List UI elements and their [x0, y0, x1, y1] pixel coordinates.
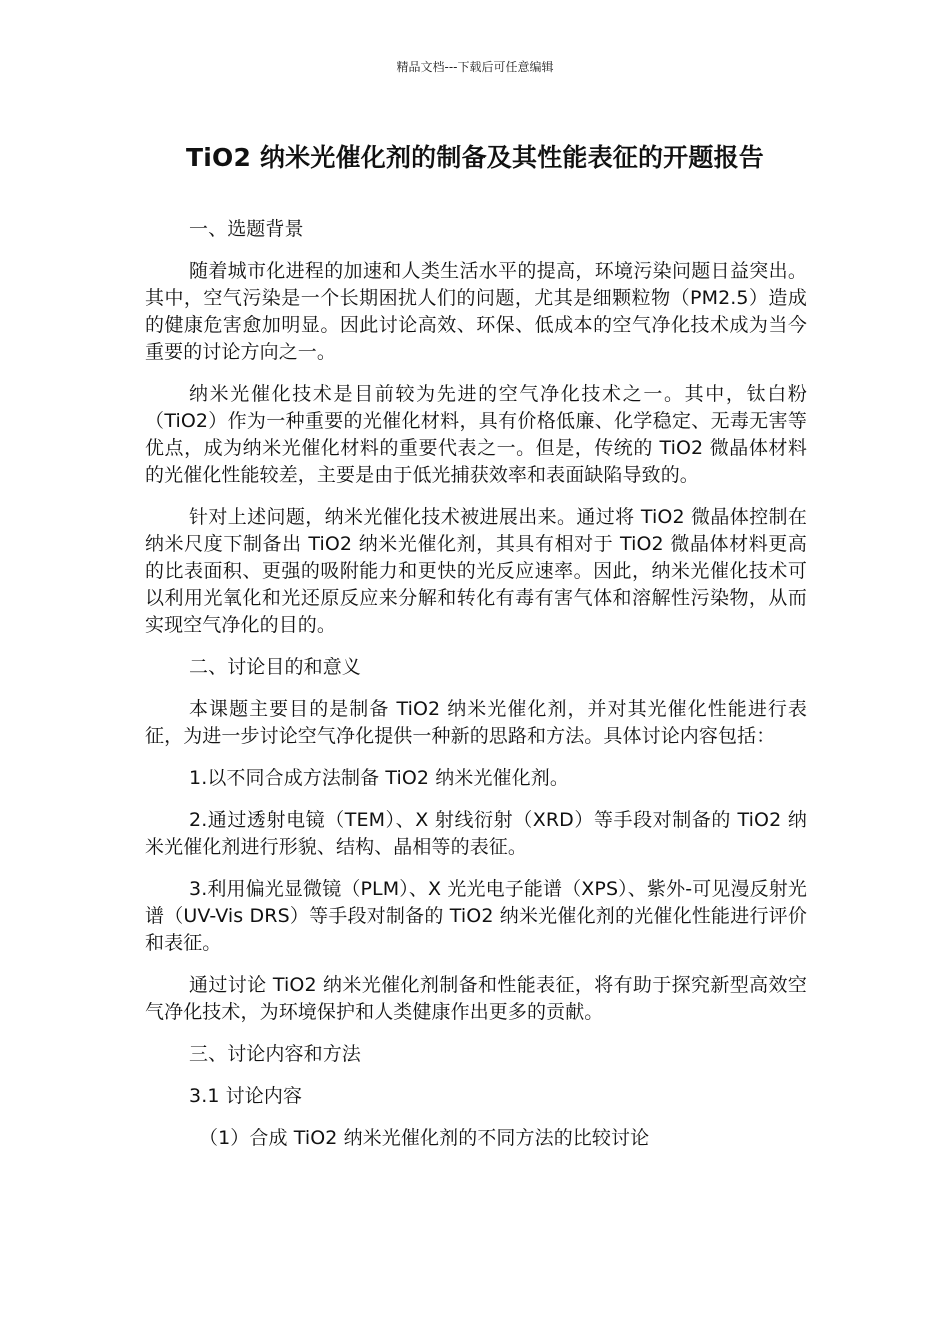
paragraph-significance: 通过讨论 TiO2 纳米光催化剂制备和性能表征，将有助于探究新型高效空气净化技术，为环境保护和人类健康作出更多的贡献。	[145, 974, 807, 1023]
sub-item-1: （1）合成 TiO2 纳米光催化剂的不同方法的比较讨论	[199, 1127, 650, 1149]
list-item-2: 2.通过透射电镜（TEM）、X 射线衍射（XRD）等手段对制备的 TiO2 纳米光催化剂进行形貌、结构、晶相等的表征。	[145, 809, 807, 858]
document-body	[145, 216, 807, 1152]
paragraph-background-2: 纳米光催化技术是目前较为先进的空气净化技术之一。其中，钛白粉（TiO2）作为一种重要的光催化材料，具有价格低廉、化学稳定、无毒无害等优点，成为纳米光催化材料的重要代表之一。但是，传统的 TiO2 微晶体材料的光催化性能较差，主要是由于低光捕获效率和表面缺陷导致的。	[145, 383, 807, 486]
list-item-1: 1.以不同合成方法制备 TiO2 纳米光催化剂。	[189, 767, 569, 789]
section-heading-purpose: 二、讨论目的和意义	[189, 656, 361, 678]
list-item-3: 3.利用偏光显微镜（PLM）、X 光光电子能谱（XPS）、紫外-可见漫反射光谱（UV-Vis DRS）等手段对制备的 TiO2 纳米光催化剂的光催化性能进行评价和表征。	[145, 878, 807, 954]
paragraph-purpose: 本课题主要目的是制备 TiO2 纳米光催化剂，并对其光催化性能进行表征，为进一步讨论空气净化提供一种新的思路和方法。具体讨论内容包括：	[145, 698, 807, 747]
paragraph-background-1: 随着城市化进程的加速和人类生活水平的提高，环境污染问题日益突出。其中，空气污染是一个长期困扰人们的问题，尤其是细颗粒物（PM2.5）造成的健康危害愈加明显。因此讨论高效、环保、低成本的空气净化技术成为当今重要的讨论方向之一。	[145, 260, 807, 363]
section-heading-background: 一、选题背景	[189, 218, 304, 240]
section-heading-content-methods: 三、讨论内容和方法	[189, 1043, 361, 1065]
subsection-heading-content: 3.1 讨论内容	[189, 1085, 303, 1107]
page-header-note: 精品文档---下载后可任意编辑	[396, 60, 554, 74]
document-title: TiO2 纳米光催化剂的制备及其性能表征的开题报告	[186, 143, 764, 172]
paragraph-background-3: 针对上述问题，纳米光催化技术被进展出来。通过将 TiO2 微晶体控制在纳米尺度下制备出 TiO2 纳米光催化剂，其具有相对于 TiO2 微晶体材料更高的比表面积、更强的吸附能力和更快的光反应速率。因此，纳米光催化技术可以利用光氧化和光还原反应来分解和转化有毒有害气体和溶解性污染物，从而实现空气净化的目的。	[145, 506, 807, 636]
